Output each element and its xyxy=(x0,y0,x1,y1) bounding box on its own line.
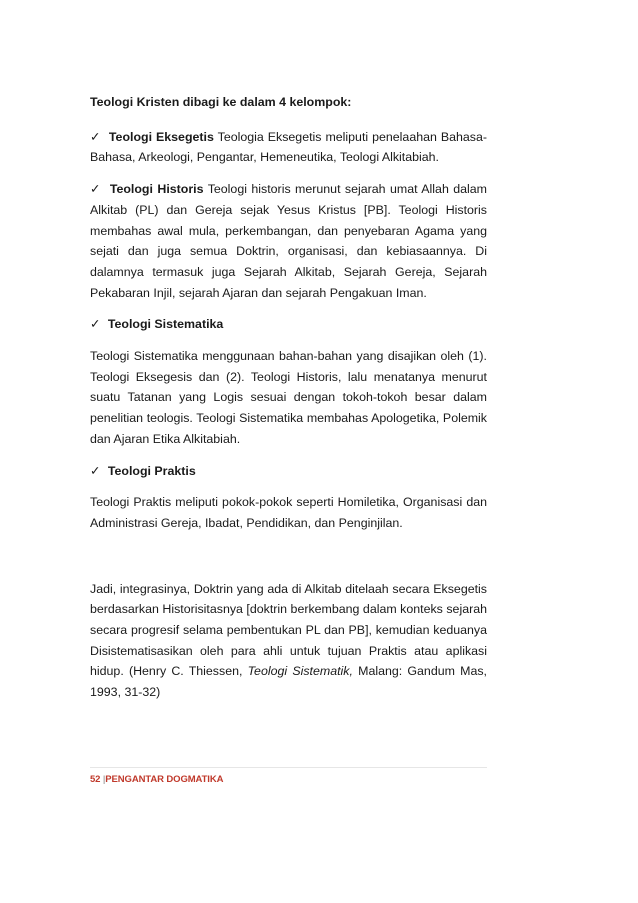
section-historis xyxy=(90,179,487,303)
checkmark-icon: ✓ xyxy=(90,182,102,197)
checkmark-icon: ✓ xyxy=(90,463,101,478)
checkmark-icon: ✓ xyxy=(90,317,101,332)
section-eksegetis xyxy=(90,127,487,168)
section-praktis-title xyxy=(90,461,487,482)
footer-separator: | xyxy=(102,774,106,785)
conclusion-paragraph xyxy=(90,579,487,703)
section-praktis-body: Teologi Praktis meliputi pokok-pokok seperti Homiletika, Organisasi dan Administrasi Gereja, Ibadat, Pendidikan, dan Penginjilan. xyxy=(90,495,487,530)
section-title: Teologi Sistematika xyxy=(107,317,224,332)
citation-rest: Malang: Gandum Mas, 1993, 31-32) xyxy=(90,664,487,700)
document-heading: Teologi Kristen dibagi ke dalam 4 kelompok: xyxy=(90,95,352,109)
section-body: Teologia Eksegetis meliputi penelaahan Bahasa-Bahasa, Arkeologi, Pengantar, Hemeneutika, Teologi Alkitabiah. xyxy=(90,129,488,165)
section-title: Teologi Eksegetis xyxy=(108,129,214,144)
book-title: PENGANTAR DOGMATIKA xyxy=(105,774,224,785)
spacer xyxy=(90,545,487,579)
section-body: Teologi historis merunut sejarah umat Allah dalam Alkitab (PL) dan Gereja sejak Yesus Kristus [PB]. Teologi Historis membahas awal mula, perkembangan, dan penyebaran Agama yang sejati dan juga semua Doktrin, organisasi, dan kebiasaannya. Di dalamnya termasuk juga Sejarah Alkitab, Sejarah Gereja, Sejarah Pekabaran Injil, sejarah Ajaran dan sejarah Pengakuan Iman. xyxy=(90,182,488,300)
section-title: Teologi Historis xyxy=(109,182,204,197)
section-sistematika-title xyxy=(90,314,487,335)
page-footer xyxy=(90,767,487,785)
conclusion-text: Jadi, integrasinya, Doktrin yang ada di Alkitab ditelaah secara Eksegetis berdasarkan Historisitasnya [doktrin berkembang dalam konteks sejarah secara progresif selama pembentukan PL dan PB], kemudian keduanya Disistematisasikan oleh para ahli untuk tujuan Praktis atau aplikasi hidup. (Henry C. Thiessen, xyxy=(90,581,487,679)
checkmark-icon: ✓ xyxy=(90,129,101,144)
citation-title: Teologi Sistematik, xyxy=(247,664,353,679)
section-sistematika-body: Teologi Sistematika menggunaan bahan-bahan yang disajikan oleh (1). Teologi Eksegesis dan (2). Teologi Historis, lalu menatanya menurut suatu Tatanan yang Logis sesuai dengan tokoh-tokoh besar dalam penelitian teologis. Teologi Sistematika membahas Apologetika, Polemik dan Ajaran Etika Alkitabiah. xyxy=(90,349,487,446)
section-title: Teologi Praktis xyxy=(107,463,196,478)
page-content xyxy=(90,92,487,714)
page-number: 52 xyxy=(90,774,101,785)
